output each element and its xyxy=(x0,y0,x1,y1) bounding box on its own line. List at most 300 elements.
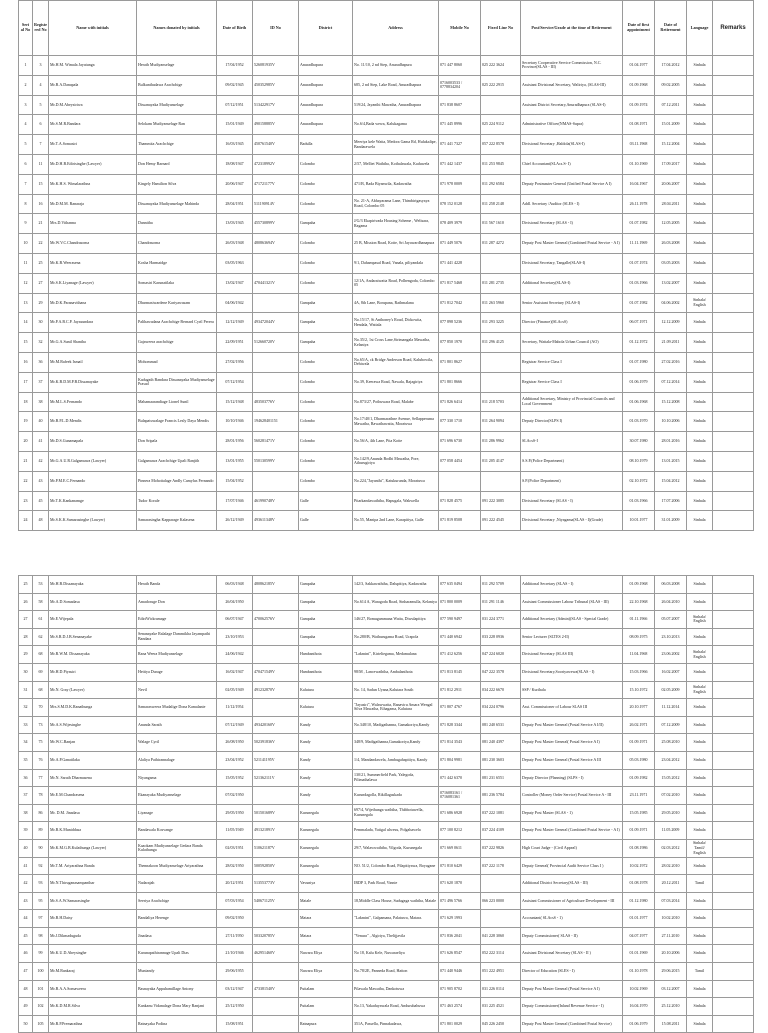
cell-id: 194628401151 xyxy=(253,412,299,432)
cell-retire: 02.05.2009 xyxy=(655,681,687,699)
cell-retire: 28.04.2011 xyxy=(655,194,687,214)
table-row xyxy=(19,135,754,155)
cell-remarks xyxy=(713,734,754,752)
cell-remarks xyxy=(713,787,754,805)
cell-dob: 17/04/1952 xyxy=(217,56,253,76)
cell-retire: 12.12.2009 xyxy=(655,313,687,333)
cell-first-app: 15.05.1985 xyxy=(623,804,655,822)
cell-language: Sinhala xyxy=(687,663,713,681)
cell-language: Sinhala xyxy=(687,253,713,273)
cell-name: Mr.K.M.G.B.Kulathunga (Lawyer) xyxy=(49,839,137,857)
cell-id: 550130599V xyxy=(253,451,299,471)
cell-language: Sinhala xyxy=(687,945,713,963)
table-row xyxy=(19,945,754,963)
cell-serial: 17 xyxy=(19,372,33,392)
cell-mobile: 071 442 1437 xyxy=(439,154,481,174)
cell-dob: 07/02/1950 xyxy=(217,787,253,805)
cell-district: Anuradhapura xyxy=(299,56,353,76)
cell-serial: 5 xyxy=(19,135,33,155)
cell-post: Deputy Post Master General (Postal Service A I) xyxy=(521,980,623,998)
cell-name: Mr.K.D.M.R.Silva xyxy=(49,998,137,1016)
cell-dob: 26/04/1950 xyxy=(217,593,253,611)
cell-reg: 37 xyxy=(33,372,49,392)
cell-id: 483503776V xyxy=(253,392,299,412)
cell-retire: 03.05.2003 xyxy=(655,253,687,273)
table-header-row xyxy=(19,1,754,56)
cell-mobile: 077 100 8212 xyxy=(439,822,481,840)
cell-first-app: 10.02.1972 xyxy=(623,857,655,875)
cell-mobile: 071 817 5468 xyxy=(439,273,481,293)
cell-id xyxy=(253,352,299,372)
cell-donated: Kosha Harmaidge xyxy=(137,253,217,273)
header-address: Address xyxy=(353,1,439,56)
cell-serial: 22 xyxy=(19,471,33,491)
cell-serial: 14 xyxy=(19,313,33,333)
cell-remarks xyxy=(713,511,754,531)
cell-donated: Don Sripala xyxy=(137,432,217,452)
cell-first-app: 16.04.1970 xyxy=(623,998,655,1016)
cell-district: Colombo xyxy=(299,432,353,452)
cell-serial: 2 xyxy=(19,75,33,95)
cell-fixed xyxy=(481,471,521,491)
cell-post: Assistant Commissioner of Agriculture Development - III xyxy=(521,892,623,910)
cell-mobile: 071 810 6429 xyxy=(439,857,481,875)
cell-dob: 13/01/1955 xyxy=(217,451,253,471)
cell-donated: Dannitha xyxy=(137,214,217,234)
cell-serial: 1 xyxy=(19,56,33,76)
cell-donated: Bulapatuwalage Francis Lesly Daya Mendis xyxy=(137,412,217,432)
cell-donated: Don Hemy Barnard xyxy=(137,154,217,174)
cell-mobile: 071 905 8702 xyxy=(439,980,481,998)
cell-remarks xyxy=(713,352,754,372)
cell-district: Kandy xyxy=(299,787,353,805)
cell-post: Divisional Secretary (SLAS III) xyxy=(521,646,623,664)
cell-reg: 42 xyxy=(33,451,49,471)
cell-donated: Bandawala Kosvange xyxy=(137,822,217,840)
cell-first-app: 23.11.1971 xyxy=(623,787,655,805)
cell-first-app: 01.07.1982 xyxy=(623,214,655,234)
cell-language: Sinhala xyxy=(687,628,713,646)
header-registered-no: Registe red No xyxy=(33,1,49,56)
cell-serial: 7 xyxy=(19,174,33,194)
cell-address: No.873/27, Pothuwara Road, Malabe xyxy=(353,392,439,412)
cell-id: 461990748V xyxy=(253,491,299,511)
cell-remarks xyxy=(713,56,754,76)
cell-district: Colombo xyxy=(299,352,353,372)
table-row xyxy=(19,822,754,840)
table-row xyxy=(19,333,754,353)
cell-post: Senior Assistant Secretary (SLAS-I) xyxy=(521,293,623,313)
cell-post: Deputy Post Master (SLAS - 1) xyxy=(521,804,623,822)
cell-donated: Chandrasoma xyxy=(137,234,217,254)
cell-language: Sinhala/ English xyxy=(687,293,713,313)
cell-name: Mr.S.K.K.Samarasinghe (Lawyer) xyxy=(49,511,137,531)
cell-fixed: 011 293 3225 xyxy=(481,313,521,333)
cell-mobile: 071 819 8508 xyxy=(439,511,481,531)
cell-serial: 43 xyxy=(19,892,33,910)
cell-post: Divisional Secretary ,Haldola(SLAS-I) xyxy=(521,135,623,155)
cell-fixed: 047 222 3578 xyxy=(481,663,521,681)
cell-address: 130/21, Summerfield Park, Yalegoda, Pilimathalawa xyxy=(353,769,439,787)
cell-language: Sinhala xyxy=(687,392,713,412)
cell-address: No.614 A, Waragoda Road, Sinharamulla, Kelaniya xyxy=(353,593,439,611)
cell-remarks xyxy=(713,412,754,432)
cell-donated: Pinnera Mohottalage Andly Camylus Fernando xyxy=(137,471,217,491)
cell-mobile: 077 058 4454 xyxy=(439,451,481,471)
cell-post: Additional Secretary, Ministry of Provincial Councils and Local Government xyxy=(521,392,623,412)
cell-dob: 02/05/1949 xyxy=(217,681,253,699)
table-row xyxy=(19,910,754,928)
cell-name: Mr.E.M.Chandrasena xyxy=(49,787,137,805)
cell-mobile: 071 828 4575 xyxy=(439,491,481,511)
cell-serial: 47 xyxy=(19,963,33,981)
cell-serial: 9 xyxy=(19,214,33,234)
cell-reg: 36 xyxy=(33,352,49,372)
cell-post: Addl. Secretary /Auditor (SLES - I) xyxy=(521,194,623,214)
cell-mobile: 078 152 0128 xyxy=(439,194,481,214)
cell-language: Sinhala xyxy=(687,115,713,135)
cell-post: Assistant Divisional Secretary, Waliriya, (SLAS-III) xyxy=(521,75,623,95)
cell-district: Kandy xyxy=(299,716,353,734)
cell-dob: 07/03/1954 xyxy=(217,892,253,910)
cell-serial: 46 xyxy=(19,945,33,963)
table-row xyxy=(19,372,754,392)
table-row xyxy=(19,927,754,945)
table-row xyxy=(19,699,754,717)
header-language: Language xyxy=(687,1,713,56)
cell-fixed: 011 287 4272 xyxy=(481,234,521,254)
cell-district: Gampaha xyxy=(299,313,353,333)
cell-post: Deputy Post Master General (Combined Postal Service - A I) xyxy=(521,234,623,254)
cell-id xyxy=(253,471,299,491)
cell-post: Divisional Secretary (SLAS - I) xyxy=(521,491,623,511)
cell-first-app: 11.11.1969 xyxy=(623,234,655,254)
cell-dob: 16/02/1947 xyxy=(217,663,253,681)
cell-serial: 10 xyxy=(19,234,33,254)
cell-donated: Liyanage xyxy=(137,804,217,822)
cell-remarks xyxy=(713,115,754,135)
cell-name: Mr.T.K.Kankanamge xyxy=(49,491,137,511)
cell-post: Assistant Commissioner Labour Tribunal (SLAS - III) xyxy=(521,593,623,611)
cell-language: Sinhala xyxy=(687,471,713,491)
cell-mobile: 071 442 6370 xyxy=(439,769,481,787)
register-panel-top xyxy=(18,0,753,531)
cell-reg: 101 xyxy=(33,980,49,998)
cell-reg: 41 xyxy=(33,432,49,452)
cell-language: Sinhala xyxy=(687,333,713,353)
cell-id xyxy=(253,646,299,664)
cell-post: Accountant( SLAcsS - 1) xyxy=(521,910,623,928)
cell-mobile: 077 850 1970 xyxy=(439,333,481,353)
cell-first-app: 15.03.1966 xyxy=(623,663,655,681)
cell-reg: 58 xyxy=(33,593,49,611)
cell-id: 560281471V xyxy=(253,432,299,452)
cell-remarks xyxy=(713,313,754,333)
cell-fixed: 025 224 9112 xyxy=(481,115,521,135)
cell-district: Gampaha xyxy=(299,593,353,611)
cell-retire: 20.10.2006 xyxy=(655,945,687,963)
cell-remarks xyxy=(713,194,754,214)
cell-serial: 24 xyxy=(19,511,33,531)
cell-id: 511190914V xyxy=(253,194,299,214)
cell-address: "Lakmini", Galpamana, Palatuwa, Matara. xyxy=(353,910,439,928)
cell-first-app: 01.01.1977 xyxy=(623,910,655,928)
cell-remarks xyxy=(713,857,754,875)
cell-mobile: 071 838 8607 xyxy=(439,95,481,115)
cell-district: Matara xyxy=(299,910,353,928)
cell-reg: 5 xyxy=(33,95,49,115)
cell-address: Meeriya kele Watta, Medora Gama Rd, Hulukalipe, Bandarawela xyxy=(353,135,439,155)
header-names-denoted: Names donated by initials xyxy=(137,1,217,56)
header-first-appointment: Date of first appointment xyxy=(623,1,655,56)
cell-post: Divisional Secretary,Sooriyawewa(SLAS - I) xyxy=(521,663,623,681)
cell-serial: 23 xyxy=(19,491,33,511)
cell-fixed: 034 222 6670 xyxy=(481,681,521,699)
cell-post: Director (Finance)(SLAcsS) xyxy=(521,313,623,333)
table-row xyxy=(19,1015,754,1033)
cell-post: Deputy Post Master General (Postal Service A III xyxy=(521,751,623,769)
cell-dob: 18/08/1947 xyxy=(217,154,253,174)
cell-serial: 3 xyxy=(19,95,33,115)
cell-fixed xyxy=(481,910,521,928)
table-row xyxy=(19,293,754,313)
cell-language: Sinhala xyxy=(687,313,713,333)
cell-mobile: 071 449 5076 xyxy=(439,234,481,254)
cell-retire: 26.03.2008 xyxy=(655,234,687,254)
cell-language: Sinhala xyxy=(687,751,713,769)
cell-language: Sinhala xyxy=(687,154,713,174)
cell-reg: 32 xyxy=(33,333,49,353)
cell-address: No.35/2, 1st Cross Lane,Sirimangala Mawatha, Kelaniya xyxy=(353,333,439,353)
cell-reg: 53 xyxy=(33,576,49,594)
cell-remarks xyxy=(713,576,754,594)
cell-language: Sinhala xyxy=(687,980,713,998)
cell-remarks xyxy=(713,253,754,273)
table-row xyxy=(19,804,754,822)
cell-reg: 4 xyxy=(33,75,49,95)
table-row xyxy=(19,875,754,893)
cell-retire: 26.04.2010 xyxy=(655,593,687,611)
cell-mobile: 077 898 5236 xyxy=(439,313,481,333)
cell-address: 12/1A, Andaraiwatta Road, Polhengoda, Colombo 05 xyxy=(353,273,439,293)
cell-donated: Dissanayaka Mudiyanselage xyxy=(137,95,217,115)
cell-name: Mr.D.M.M. Ranaraja xyxy=(49,194,137,214)
cell-remarks xyxy=(713,839,754,857)
cell-donated: Jinadasa xyxy=(137,927,217,945)
cell-serial: 20 xyxy=(19,432,33,452)
cell-first-app: 01.07.1980 xyxy=(623,352,655,372)
cell-name: Mr.G.A.Sunil Shantha xyxy=(49,333,137,353)
cell-reg: 70 xyxy=(33,699,49,717)
table-row xyxy=(19,352,754,372)
cell-serial: 42 xyxy=(19,875,33,893)
cell-fixed xyxy=(481,875,521,893)
cell-language: Sinhala xyxy=(687,998,713,1016)
cell-serial: 50 xyxy=(19,1015,33,1033)
cell-name: Mr.E.Wijepala xyxy=(49,611,137,629)
cell-first-app: 01.08.1971 xyxy=(623,115,655,135)
cell-donated: Samarasweera Mudalige Dona Kamalanie xyxy=(137,699,217,717)
cell-mobile: 071 441 7327 xyxy=(439,135,481,155)
cell-language: Sinhala xyxy=(687,214,713,234)
cell-district: Puttalam xyxy=(299,980,353,998)
cell-serial: 28 xyxy=(19,628,33,646)
cell-name: Mr.W.C.Ranjan xyxy=(49,734,137,752)
cell-mobile: 071 814 3543 xyxy=(439,734,481,752)
cell-reg: 22 xyxy=(33,234,49,254)
cell-reg: 68 xyxy=(33,681,49,699)
table-row xyxy=(19,576,754,594)
cell-remarks xyxy=(713,716,754,734)
cell-language: Tamil xyxy=(687,963,713,981)
cell-address: No.65/A, ck Bridge Anderson Road, Kalubowila, Dehiwala xyxy=(353,352,439,372)
cell-district: Anuradhapura xyxy=(299,115,353,135)
cell-district: Colombo xyxy=(299,234,353,254)
cell-donated: Niyangama xyxy=(137,769,217,787)
cell-retire: 25.12.2010 xyxy=(655,998,687,1016)
cell-district: Colombo xyxy=(299,372,353,392)
cell-district: Hambanthota xyxy=(299,646,353,664)
table-row xyxy=(19,392,754,412)
table-row xyxy=(19,663,754,681)
cell-reg: 16 xyxy=(33,194,49,214)
cell-address: No. 14, Sadun Uyana,Kalutara South xyxy=(353,681,439,699)
cell-address: 146/27, Bomugammana Watta, Diwulapitiya xyxy=(353,611,439,629)
cell-serial: 48 xyxy=(19,980,33,998)
cell-district: Colombo xyxy=(299,392,353,412)
cell-language: Sinhala xyxy=(687,910,713,928)
cell-mobile: 0716083161 / 0716081361 xyxy=(439,787,481,805)
header-fixed-line-no: Fixed Line No xyxy=(481,1,521,56)
cell-address: 351A, Passella, Pinnakadawa, xyxy=(353,1015,439,1033)
cell-district: Colombo xyxy=(299,451,353,471)
cell-first-app: 20.10.1977 xyxy=(623,699,655,717)
cell-address: No.6/4,Bada wewa, Kalukagama xyxy=(353,115,439,135)
cell-fixed: 011 263 5960 xyxy=(481,293,521,313)
cell-language: Sinhala xyxy=(687,511,713,531)
cell-remarks xyxy=(713,75,754,95)
cell-id: 480862185V xyxy=(253,576,299,594)
cell-dob: 23/10/1953 xyxy=(217,628,253,646)
cell-reg: 25 xyxy=(33,253,49,273)
cell-retire: 10.10.2006 xyxy=(655,412,687,432)
cell-donated: Mohommad xyxy=(137,352,217,372)
cell-reg: 73 xyxy=(33,716,49,734)
cell-retire: 11.05.2009 xyxy=(655,822,687,840)
cell-first-app: 03.11.1968 xyxy=(623,135,655,155)
cell-dob: 11/12/1954 xyxy=(217,699,253,717)
cell-district: Gampaha xyxy=(299,333,353,353)
cell-language: Sinhala xyxy=(687,95,713,115)
cell-serial: 26 xyxy=(19,593,33,611)
cell-district: Anuradhapura xyxy=(299,95,353,115)
cell-fixed: 025 222 2915 xyxy=(481,75,521,95)
cell-address: 142/3, Sakkawaththa, Dalupitiya, Kadawatha xyxy=(353,576,439,594)
cell-name: Mr.D.S.Gunamapala xyxy=(49,432,137,452)
cell-first-app: 01.03.1966 xyxy=(623,273,655,293)
cell-district: Kurunegala xyxy=(299,857,353,875)
cell-serial: 31 xyxy=(19,681,33,699)
table-row xyxy=(19,646,754,664)
cell-id: 521362111V xyxy=(253,769,299,787)
cell-serial: 32 xyxy=(19,699,33,717)
cell-remarks xyxy=(713,998,754,1016)
cell-reg: 100 xyxy=(33,963,49,981)
cell-address: 697/4, Wijethunga waththa, Thibbotuwella, Kurunegala xyxy=(353,804,439,822)
cell-language: Sinhala xyxy=(687,892,713,910)
cell-reg: 95 xyxy=(33,892,49,910)
cell-donated: Tudor Korale xyxy=(137,491,217,511)
cell-dob: 15/01/1949 xyxy=(217,115,253,135)
cell-district: Badulla xyxy=(299,135,353,155)
cell-district: Matara xyxy=(299,927,353,945)
cell-reg: 15 xyxy=(33,174,49,194)
table-row xyxy=(19,154,754,174)
cell-remarks xyxy=(713,822,754,840)
header-id-no: ID No xyxy=(253,1,299,56)
cell-serial: 13 xyxy=(19,293,33,313)
cell-id: 493420160V xyxy=(253,716,299,734)
table-row xyxy=(19,253,754,273)
cell-district: Ratnapura xyxy=(299,1015,353,1033)
cell-reg: 90 xyxy=(33,839,49,857)
cell-post: SLAcsS-I xyxy=(521,432,623,452)
cell-fixed: 052 222 3114 xyxy=(481,945,521,963)
cell-donated: Senanayake Ralalage Dammikha Jayampathi Bandara xyxy=(137,628,217,646)
cell-district: Gampaha xyxy=(299,628,353,646)
cell-retire: 20.12.2011 xyxy=(655,875,687,893)
cell-reg: 11 xyxy=(33,154,49,174)
cell-language: Sinhala xyxy=(687,716,713,734)
cell-serial: 36 xyxy=(19,769,33,787)
table-row xyxy=(19,769,754,787)
cell-first-app: 01.08.1978 xyxy=(623,875,655,893)
cell-language: Sinhala xyxy=(687,576,713,594)
table-row xyxy=(19,194,754,214)
cell-address: "Venura" , Algiriya, Thelijjavila xyxy=(353,927,439,945)
cell-remarks xyxy=(713,135,754,155)
cell-serial: 11 xyxy=(19,253,33,273)
cell-first-app: 01.06.1968 xyxy=(623,392,655,412)
cell-serial: 19 xyxy=(19,412,33,432)
cell-donated: Basnayaka Appuhamillage Antony xyxy=(137,980,217,998)
cell-post: Deputy Commissioner( SLAS - II) xyxy=(521,927,623,945)
cell-address: 29/7, Walawwaththa, Vilgoda, Kurunegala xyxy=(353,839,439,857)
cell-reg: 102 xyxy=(33,998,49,1016)
header-mobile-no: Mobile No xyxy=(439,1,481,56)
cell-post: Assistant Divisional Secretary (SLAS - II ) xyxy=(521,945,623,963)
cell-fixed: 037 222 1081 xyxy=(481,804,521,822)
cell-language: Sinhala/ English xyxy=(687,646,713,664)
cell-post: Secretary Cooperative Service Commission, N.C. Province(SLAS - III) xyxy=(521,56,623,76)
cell-serial: 41 xyxy=(19,857,33,875)
cell-fixed: 037 222 1178 xyxy=(481,857,521,875)
cell-first-app: 01.06.1979 xyxy=(623,372,655,392)
cell-district: Galle xyxy=(299,491,353,511)
cell-dob: 10/10/1946 xyxy=(217,412,253,432)
cell-fixed: 081 240 4397 xyxy=(481,734,521,752)
cell-name: Mr.W.V.C.Chandrasoma xyxy=(49,234,137,254)
cell-name: Mr.G.A.U.R.Galgamuwa (Lawyer) xyxy=(49,451,137,471)
cell-first-app: 11.04.1968 xyxy=(623,646,655,664)
cell-first-app: 26.02.1971 xyxy=(623,716,655,734)
cell-post: Divisional Secretary, Tangalle(SLAS-I) xyxy=(521,253,623,273)
cell-remarks xyxy=(713,432,754,452)
cell-remarks xyxy=(713,769,754,787)
cell-remarks xyxy=(713,214,754,234)
cell-reg: 89 xyxy=(33,822,49,840)
cell-id xyxy=(253,628,299,646)
